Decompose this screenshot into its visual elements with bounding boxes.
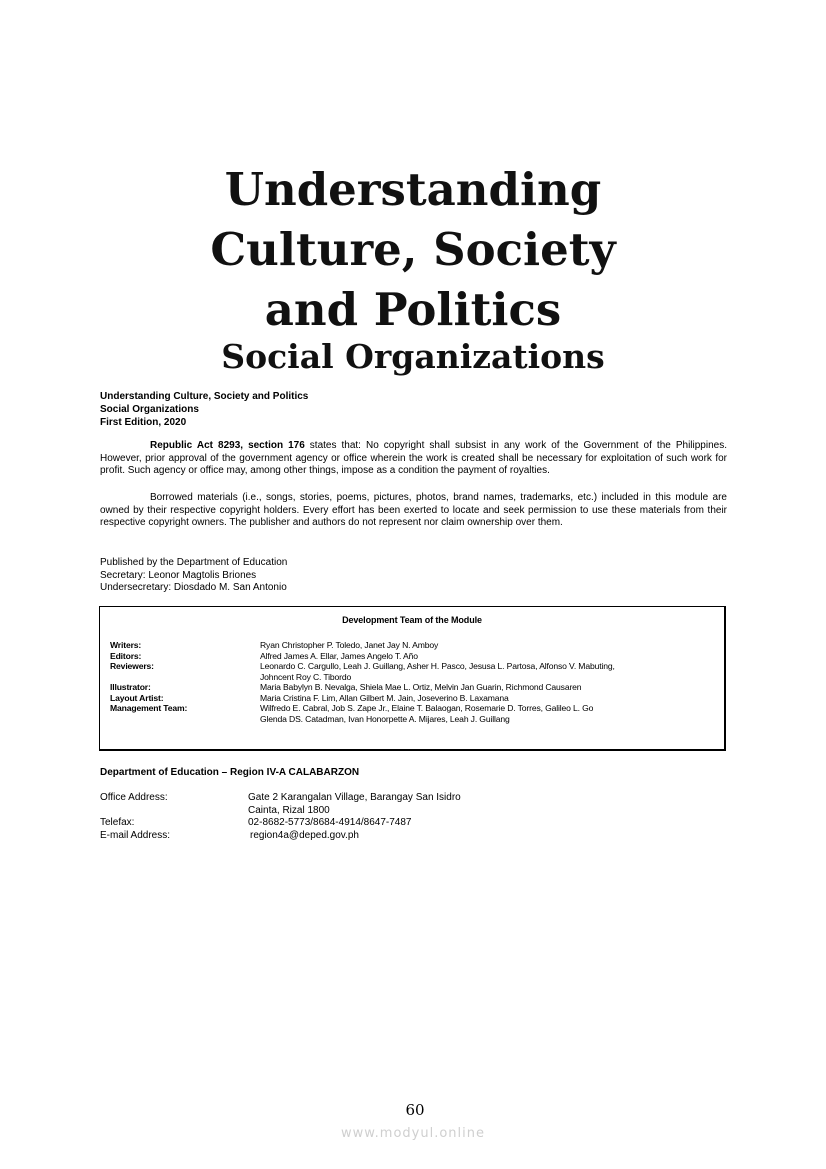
publisher: Published by the Department of Education — [100, 557, 288, 568]
publisher-info — [100, 557, 287, 595]
development-team-box — [99, 606, 726, 751]
team-role: Editors: — [110, 650, 142, 661]
team-name-line: Johncent Roy C. Tibordo — [260, 671, 352, 682]
team-name-line: Ryan Christopher P. Toledo, Janet Jay N. Amboy — [260, 640, 439, 650]
copyright-text: states that: No copyright shall subsist in any work of the Government of the Philippines. However, prior approval of the government agency or office wherein the work is created shall be necessary for exploitation of such work for profit. Such agency or office may, among other things, impose as a condition the payment of royalties. — [100, 440, 727, 476]
contact-table — [100, 792, 461, 842]
telefax-value: 02-8682-5773/8684-4914/8647-7487 — [248, 817, 412, 828]
module-identification — [100, 390, 308, 429]
team-role: Reviewers: — [110, 661, 154, 671]
team-names — [260, 682, 615, 693]
team-name-line: Maria Cristina F. Lim, Allan Gilbert M. Jain, Joseverino B. Laxamana — [260, 692, 509, 703]
team-names — [260, 651, 615, 662]
page-number: 60 — [405, 1101, 425, 1119]
office-address-line: Cainta, Rizal 1800 — [248, 804, 330, 816]
region-heading: Department of Education – Region IV-A CALABARZON — [100, 767, 360, 778]
telefax-label: Telefax: — [100, 817, 135, 828]
office-address-label: Office Address: — [100, 792, 168, 803]
office-address-line: Gate 2 Karangalan Village, Barangay San Isidro — [248, 792, 461, 803]
team-role: Writers: — [110, 640, 142, 650]
team-role: Management Team: — [110, 703, 188, 713]
team-row-illustrator — [110, 682, 615, 693]
title-line-2: Culture, Society — [210, 223, 616, 276]
team-names — [260, 661, 615, 682]
title-line-1: Understanding — [224, 163, 602, 216]
team-heading: Development Team of the Module — [342, 615, 482, 625]
team-role: Illustrator: — [110, 682, 151, 692]
team-names — [260, 693, 615, 704]
ident-topic: Social Organizations — [100, 404, 199, 415]
email-value: region4a@deped.gov.ph — [250, 829, 359, 841]
copyright-law: Republic Act 8293, section 176 — [150, 440, 305, 451]
secretary: Secretary: Leonor Magtolis Briones — [100, 569, 257, 581]
team-name-line: Alfred James A. Ellar, James Angelo T. Año — [260, 650, 418, 661]
team-row-management — [110, 703, 615, 724]
team-row-writers — [110, 640, 615, 651]
email-label: E-mail Address: — [100, 829, 171, 841]
team-row-layout-artist — [110, 693, 615, 704]
ident-edition: First Edition, 2020 — [100, 417, 187, 428]
team-table — [110, 640, 615, 724]
team-row-reviewers — [110, 661, 615, 682]
team-name-line: Leonardo C. Cargullo, Leah J. Guillang, Asher H. Pasco, Jesusa L. Partosa, Alfonso V. Mabuting, — [260, 661, 615, 671]
team-role: Layout Artist: — [110, 692, 164, 703]
borrowed-materials-paragraph: Borrowed materials (i.e., songs, stories, poems, pictures, photos, brand names, trademarks, etc.) included in this module are owned by their respective copyright holders. Every effort has been exerted to locate and seek permission to use these materials from their respective copyright owners. The publisher and authors do not represent nor claim ownership over them. — [100, 492, 727, 528]
team-names — [260, 640, 615, 651]
ident-course: Understanding Culture, Society and Politics — [100, 391, 309, 402]
team-name-line: Maria Babylyn B. Nevalga, Shiela Mae L. Ortiz, Melvin Jan Guarin, Richmond Causaren — [260, 682, 582, 692]
office-address — [248, 792, 461, 817]
title-line-3: and Politics — [264, 283, 562, 336]
undersecretary: Undersecretary: Diosdado M. San Antonio — [100, 582, 287, 593]
copyright-paragraph — [100, 440, 727, 478]
team-name-line: Glenda DS. Catadman, Ivan Honorpette A. Mijares, Leah J. Guillang — [260, 713, 510, 724]
site-watermark: www.modyul.online — [340, 1126, 486, 1141]
team-names — [260, 703, 615, 724]
module-subtitle: Social Organizations — [221, 337, 605, 376]
team-name-line: Wilfredo E. Cabral, Job S. Zape Jr., Elaine T. Balaogan, Rosemarie D. Torres, Galileo L. Go — [260, 703, 594, 713]
team-row-editors — [110, 651, 615, 662]
